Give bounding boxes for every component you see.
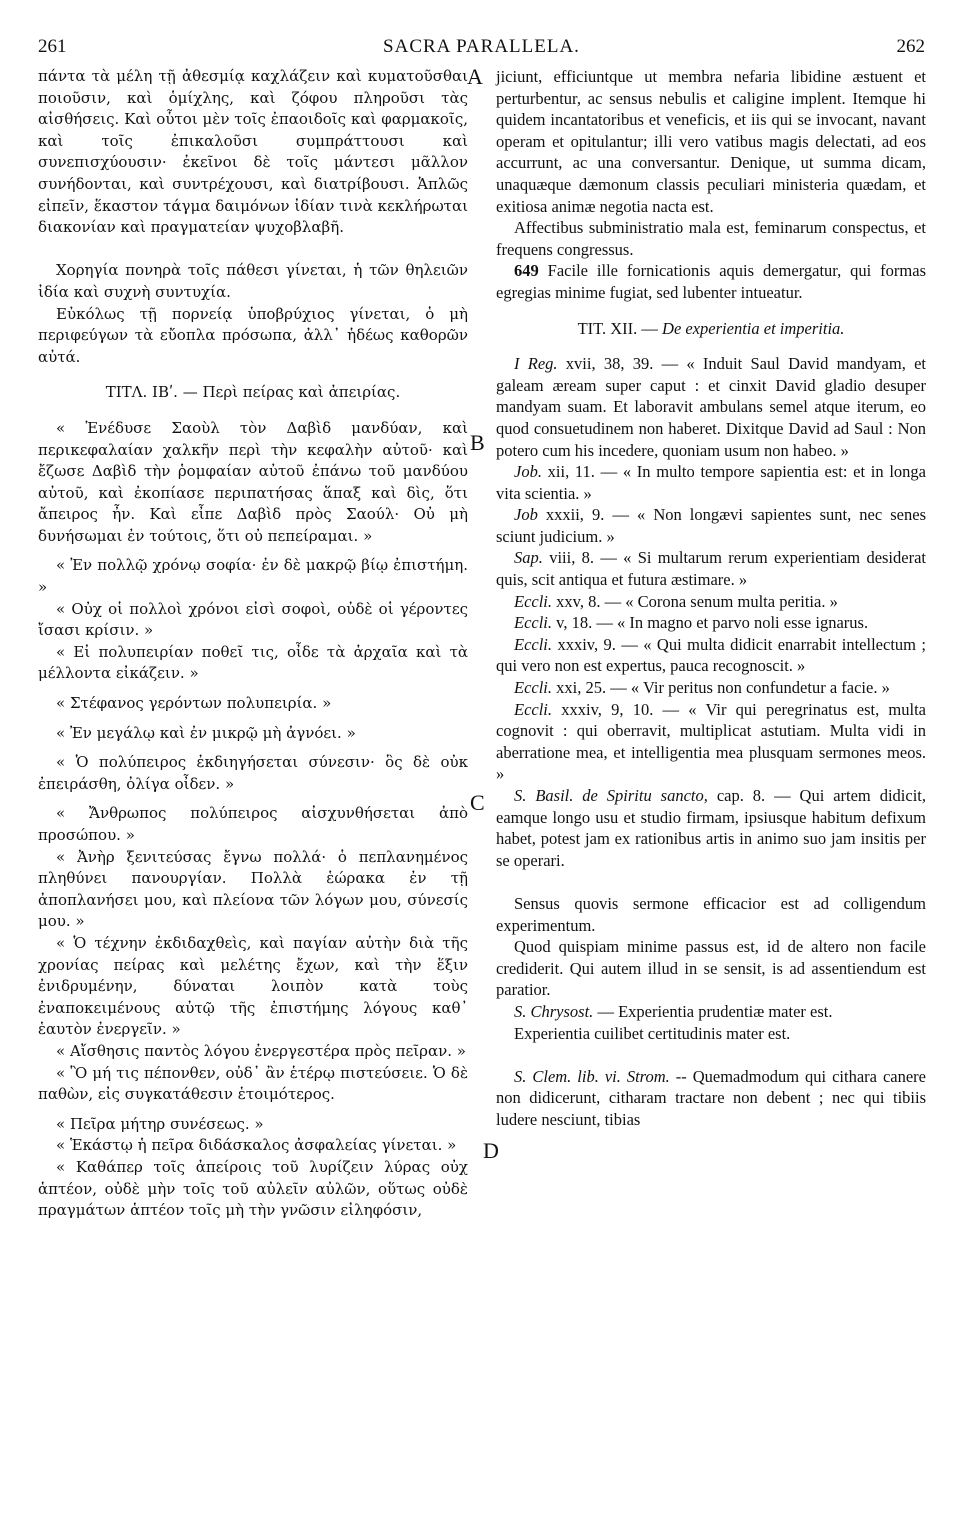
greek-quote: « Ἑκάστῳ ἡ πεῖρα διδάσκαλος ἀσφαλείας γίνεται. » <box>56 1136 457 1155</box>
greek-quote: « Ὃ μή τις πέπονθεν, οὐδ᾽ ἂν ἑτέρῳ πιστεύσειε. Ὁ δὲ παθὼν, εἰς συγκατάθεσιν ἑτοιμότερος. <box>38 1063 468 1104</box>
margin-letter-c: C <box>470 790 485 815</box>
greek-quote: « Ἐν πολλῷ χρόνῳ σοφία· ἐν δὲ μακρῷ βίῳ ἐπιστήμη. » <box>38 556 468 597</box>
greek-section-title: ΤΙΤΛ. ΙΒʹ. — Περὶ πείρας καὶ ἀπειρίας. <box>105 383 401 402</box>
column-number: 649 <box>514 261 539 281</box>
page-number-left: 261 <box>38 36 67 57</box>
margin-letter-b: B <box>470 430 485 455</box>
latin-citation: S. Basil. de Spiritu sancto, cap. 8. — Qui artem didicit, eamque longo usu et studio firmam, ipsiusque habitum defixum habet, potest jam ex rationibus artis in animo suo jam insitis per se operari. <box>496 786 926 870</box>
latin-citation: Sap. viii, 8. — « Si multarum rerum experientiam desiderat quis, scit antiqua et futura æstimare. » <box>496 548 926 590</box>
greek-quote: « Ἄνθρωπος πολύπειρος αἰσχυνθήσεται ἀπὸ προσώπου. » <box>38 804 468 844</box>
latin-section-title: TIT. XII. — De experientia et imperitia. <box>577 318 845 338</box>
greek-quote: « Ὁ τέχνην ἐκδιδαχθεὶς, καὶ παγίαν αὐτὴν διὰ τῆς χρονίας πείρας καὶ μελέτης ἔχων, καὶ τὴν ἕξιν ἐνιδρυμένην, δύναται λοιπὸν κατὰ τοὺς ἐναποκειμένους αὐτῷ τῆς ἐπιστήμης λόγους καθ᾽ ἑαυτὸν ἐνεργεῖν. » <box>38 933 468 1039</box>
greek-quote: « Ἀνὴρ ξενιτεύσας ἔγνω πολλά· ὁ πεπλανημένος πληθύνει πανουργίαν. Πολλὰ ἑώρακα ἐν τῇ ἀποπλανήσει μου, καὶ πλείονα τῶν λόγων μου, σύνεσίς μου. » <box>38 847 468 931</box>
greek-quote: « Αἴσθησις παντὸς λόγου ἐνεργεστέρα πρὸς πεῖραν. » <box>56 1041 466 1060</box>
margin-letter-d: D <box>483 1138 499 1163</box>
latin-citation: Eccli. xxi, 25. — « Vir peritus non confundetur a facie. » <box>514 678 890 698</box>
latin-citation: Eccli. v, 18. — « In magno et parvo noli esse ignarus. <box>514 613 869 633</box>
latin-citation: Job xxxii, 9. — « Non longævi sapientes sunt, nec senes sciunt judicium. » <box>496 505 926 546</box>
margin-letter-a: A <box>467 64 483 89</box>
greek-quote: « Ὁ πολύπειρος ἐκδιηγήσεται σύνεσιν· ὃς δὲ οὐκ ἐπειράσθη, ὀλίγα οἶδεν. » <box>38 753 468 793</box>
page-number-right: 262 <box>896 36 925 57</box>
latin-column <box>496 66 926 1131</box>
latin-paragraph: Sensus quovis sermone efficacior est ad colligendum experimentum. <box>496 893 926 935</box>
latin-paragraph: 649 Facile ille fornicationis aquis demergatur, qui formas egregias minime fugiat, sed lubenter intueatur. <box>496 261 926 302</box>
greek-paragraph: Χορηγία πονηρὰ τοῖς πάθεσι γίνεται, ἡ τῶν θηλειῶν ἰδία καὶ συχνὴ συντυχία. <box>38 261 468 301</box>
latin-citation: Eccli. xxxiv, 9. — « Qui multa didicit enarrabit intellectum ; qui vero non est expertus, pauca recognoscit. » <box>496 634 926 676</box>
latin-citation: I Reg. xvii, 38, 39. — « Induit Saul David mandyam, et galeam æream super caput : et cinxit David gladio desuper mandyam suam. Et laboravit ambulans semel atque iterum, eo quod consuetudinem non haberet. Dixitque David ad Saul : Non potero cum his incedere, quoniam usum non habeo. » <box>496 354 926 460</box>
greek-quote: « Πεῖρα μήτηρ συνέσεως. » <box>56 1114 264 1133</box>
latin-citation: Eccli. xxv, 8. — « Corona senum multa peritia. » <box>514 591 838 611</box>
greek-quote: « Ἐνέδυσε Σαοὺλ τὸν Δαβὶδ μανδύαν, καὶ περικεφαλαίαν χαλκῆν περὶ τὴν κεφαλὴν αὐτοῦ· καὶ ἔζωσε Δαβὶδ τὴν ῥομφαίαν αὐτοῦ ἐπάνω τοῦ μανδύου αὐτοῦ, καὶ ἐκοπίασε περιπατήσας ἅπαξ καὶ δὶς, ὅτι ἄπειρος ἦν. Καὶ εἶπε Δαβὶδ πρὸς Σαούλ· Οὐ μὴ δυνήσωμαι ἐν τούτοις, ὅτι οὐ πεπείραμαι. » <box>38 418 468 545</box>
latin-paragraph: Affectibus subministratio mala est, feminarum conspectus, et frequens congressus. <box>496 218 926 259</box>
greek-quote: « Οὐχ οἱ πολλοὶ χρόνοι εἰσὶ σοφοὶ, οὐδὲ οἱ γέροντες ἴσασι κρίσιν. » <box>38 599 468 640</box>
latin-citation: S. Chrysost. — Experientia prudentiæ mater est. <box>514 1001 833 1021</box>
greek-quote: « Ἐν μεγάλῳ καὶ ἐν μικρῷ μὴ ἀγνόει. » <box>56 723 356 742</box>
greek-quote: « Καθάπερ τοῖς ἀπείροις τοῦ λυρίζειν λύρας οὐχ ἁπτέον, οὐδὲ μὴν τοῖς τοῦ αὐλεῖν αὐλῶν, οὕτως οὐδὲ πραγμάτων ἁπτέον τοῖς μὴ τὴν γνῶσιν εἰληφόσιν, <box>38 1157 468 1220</box>
latin-paragraph: jiciunt, efficiuntque ut membra nefaria libidine æstuent et perturbentur, ac sensus nebulis et caligine implent. Itemque hi quidem incantatoribus et veneficis, et iis qui se invocant, navant operam et opitulantur; illi vero vatibus magis delectati, ad eos accurrunt, ac una conversantur. Denique, ut summa dicam, unaquæque dæmonum classis peculiari ministeria quædam, et exitiosa animæ negotia nacta est. <box>496 67 926 216</box>
greek-paragraph: Εὐκόλως τῇ πορνείᾳ ὑποβρύχιος γίνεται, ὁ μὴ περιφεύγων τὰ εὔοπλα πρόσωπα, ἀλλ᾽ ἡδέως καθορῶν αὐτά. <box>38 304 468 366</box>
latin-paragraph: Experientia cuilibet certitudinis mater est. <box>514 1023 791 1043</box>
greek-quote: « Στέφανος γερόντων πολυπειρία. » <box>56 694 332 713</box>
latin-citation: Job. xii, 11. — « In multo tempore sapientia est: et in longa vita scientia. » <box>496 462 926 503</box>
latin-citation: Eccli. xxxiv, 9, 10. — « Vir qui peregrinatus est, multa cognovit : qui oberravit, multiplicat astutiam. Multa vidi in aberratione mea, et intelligentia mea plusquam sermones meos. » <box>496 699 926 784</box>
greek-quote: « Εἰ πολυπειρίαν ποθεῖ τις, οἶδε τὰ ἀρχαῖα καὶ τὰ μέλλοντα εἰκάζειν. » <box>38 642 468 683</box>
running-title: SACRA PARALLELA. <box>383 36 580 57</box>
running-header <box>0 36 963 60</box>
latin-citation: S. Clem. lib. vi. Strom. -- Quemadmodum qui cithara canere non didicerunt, citharam tractare non debent ; nec qui tibiis ludere nesciunt, tibias <box>496 1066 927 1129</box>
greek-column <box>38 66 468 1222</box>
greek-paragraph: πάντα τὰ μέλη τῇ ἀθεσμίᾳ καχλάζειν καὶ κυματοῦσθαι ποιοῦσιν, καὶ ὁμίχλης, καὶ ζόφου πληροῦσι τὰς αἰσθήσεις. Καὶ οὗτοι μὲν τοῖς ἐπαοιδοῖς καὶ φαρμακοῖς, καὶ τοῖς ἐπικαλοῦσι συμπράττουσι καὶ συνεπισχύουσιν· ἐκεῖνοι δὲ τοῖς μάντεσι μᾶλλον συνήδονται, καὶ συντρέχουσι, καὶ διατρίβουσι. Ἁπλῶς εἰπεῖν, ἕκαστον τάγμα δαιμόνων ἰδίαν τινὰ κεκλήρωται διακονίαν καὶ πραγματείαν ψυχοβλαβῆ. <box>38 67 468 237</box>
latin-paragraph: Quod quispiam minime passus est, id de altero non facile crediderit. Qui autem illud in se sensit, is ad assentiendum est paratior. <box>496 937 926 1000</box>
